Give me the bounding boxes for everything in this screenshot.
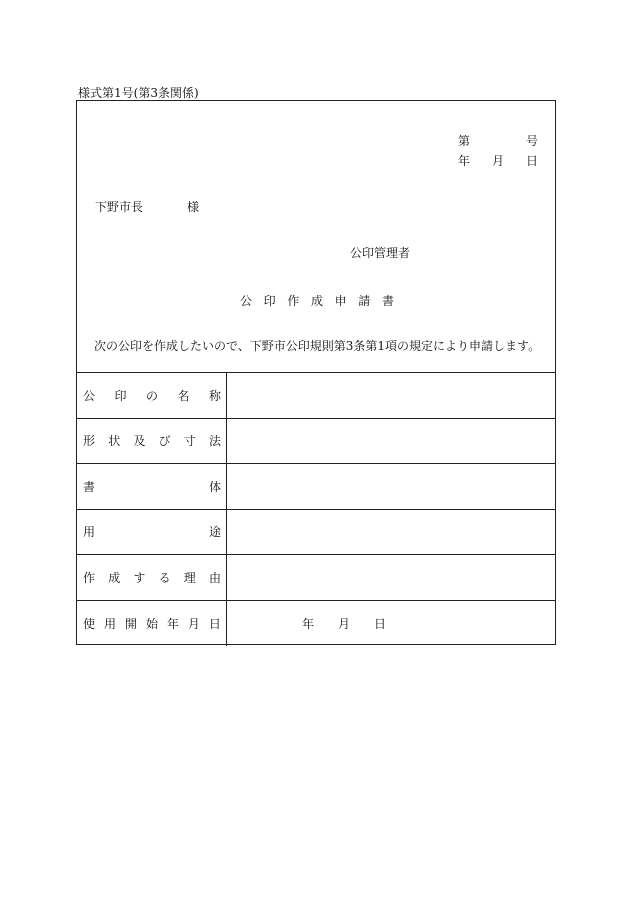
seal-name-field[interactable]	[226, 373, 555, 418]
applicant-label: 公印管理者	[350, 246, 411, 260]
date-month: 月	[491, 154, 504, 168]
table-row-typeface	[77, 464, 555, 510]
title-char: 請	[358, 294, 371, 308]
label-char: 成	[108, 570, 121, 585]
reason-field[interactable]	[226, 555, 555, 600]
label-char: 寸	[183, 434, 196, 449]
document-number	[458, 132, 538, 149]
label-char: 使	[83, 616, 96, 631]
label-char: び	[158, 434, 171, 449]
date-year: 年	[458, 154, 471, 168]
row-label	[83, 419, 221, 464]
row-label	[83, 555, 221, 600]
label-char: 称	[208, 388, 221, 403]
label-char: 印	[114, 388, 127, 403]
label-char: 法	[208, 434, 221, 449]
title-char: 公	[240, 294, 253, 308]
application-table	[77, 372, 555, 644]
row-label	[83, 601, 221, 647]
title-char: 申	[334, 294, 347, 308]
row-label	[83, 373, 221, 418]
row-label	[83, 510, 221, 555]
purpose-field[interactable]	[226, 510, 555, 555]
label-char: 開	[124, 616, 137, 631]
label-char: 公	[83, 388, 96, 403]
start-day: 日	[373, 616, 386, 631]
form-number-label: 様式第1号(第3条関係)	[78, 86, 199, 100]
addressee-honorific: 様	[187, 200, 200, 214]
table-row-shape-size	[77, 419, 555, 465]
form-title	[240, 292, 394, 309]
addressee-name: 下野市長	[95, 200, 144, 214]
label-char: 始	[145, 616, 158, 631]
label-char: 理	[183, 570, 196, 585]
row-label	[83, 464, 221, 509]
start-month: 月	[337, 616, 350, 631]
shape-size-field[interactable]	[226, 419, 555, 464]
start-date	[302, 601, 386, 647]
title-char: 成	[310, 294, 323, 308]
label-char: 用	[103, 616, 116, 631]
application-form	[76, 100, 556, 645]
table-row-start-date	[77, 601, 555, 647]
label-char: 形	[83, 434, 96, 449]
start-date-field[interactable]	[226, 601, 555, 647]
label-char: 由	[208, 570, 221, 585]
number-prefix: 第	[458, 134, 471, 148]
label-char: 書	[83, 479, 96, 494]
label-char: 年	[166, 616, 179, 631]
title-char: 書	[381, 294, 394, 308]
typeface-field[interactable]	[226, 464, 555, 509]
label-char: の	[145, 388, 158, 403]
table-row-purpose	[77, 510, 555, 556]
label-char: 途	[208, 525, 221, 540]
label-char: 月	[187, 616, 200, 631]
label-char: 用	[83, 525, 96, 540]
label-char: 体	[208, 479, 221, 494]
title-char: 作	[287, 294, 300, 308]
label-char: る	[158, 570, 171, 585]
label-char: 状	[108, 434, 121, 449]
start-year: 年	[302, 616, 315, 631]
application-statement: 次の公印を作成したいので、下野市公印規則第3条第1項の規定により申請します。	[94, 339, 541, 353]
table-row-seal-name	[77, 373, 555, 419]
table-row-reason	[77, 555, 555, 601]
addressee	[95, 198, 199, 215]
label-char: 日	[208, 616, 221, 631]
label-char: 及	[133, 434, 146, 449]
label-char: 名	[177, 388, 190, 403]
date-day: 日	[525, 154, 538, 168]
number-suffix: 号	[525, 134, 538, 148]
title-char: 印	[263, 294, 276, 308]
document-date	[458, 152, 538, 169]
label-char: す	[133, 570, 146, 585]
label-char: 作	[83, 570, 96, 585]
